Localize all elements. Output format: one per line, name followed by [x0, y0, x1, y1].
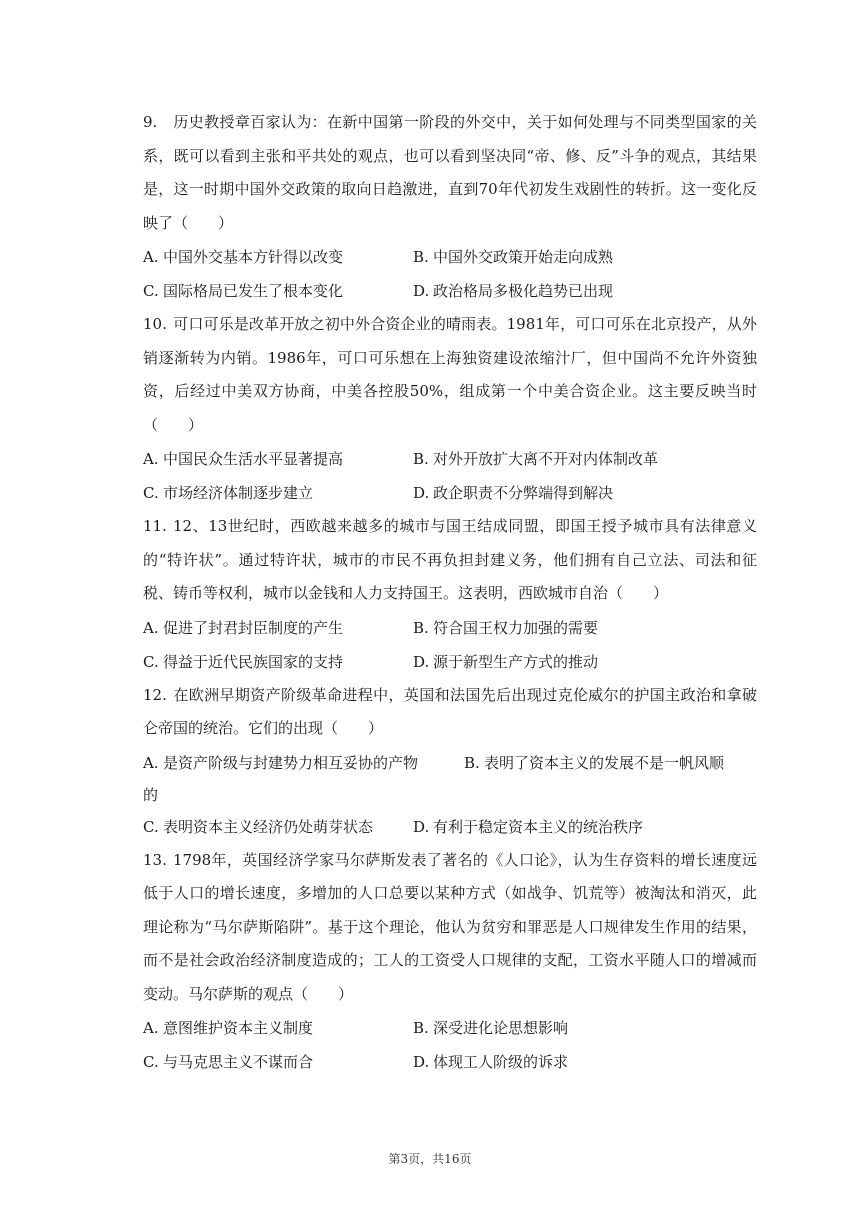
option-text: 体现工人阶级的诉求: [433, 1053, 569, 1071]
question-number: 9.: [143, 113, 158, 131]
question-text: 1798年，英国经济学家马尔萨斯发表了著名的《人口论》，认为生存资料的增长速度远低于人口的增长速度，多增加的人口总要以某种方式（如战争、饥荒等）被淘汰和消灭，此理论称为“马尔萨斯陷阱”。基于这个理论，他认为贫穷和罪恶是人口规律发生作用的结果，而不是社会政治经济制度造成的；工人的工资受人口规律的支配，工资水平随人口的增减而变动。马尔萨斯的观点（ ）: [143, 850, 757, 1003]
option-d[interactable]: [413, 1045, 683, 1079]
option-d[interactable]: [413, 810, 683, 844]
question-stem: [143, 679, 757, 746]
option-c[interactable]: [143, 645, 413, 679]
option-letter: B.: [464, 753, 480, 772]
option-b[interactable]: [413, 1011, 683, 1045]
option-letter: C.: [143, 282, 159, 300]
option-text: 有利于稳定资本主义的统治秩序: [433, 817, 644, 836]
option-text: 对外开放扩大离不开对内体制改革: [433, 450, 659, 468]
question-number: 11.: [143, 517, 167, 535]
option-c[interactable]: [143, 476, 413, 510]
question-text: 历史教授章百家认为：在新中国第一阶段的外交中，关于如何处理与不同类型国家的关系，既可以看到主张和平共处的观点，也可以看到坚决同“帝、修、反”斗争的观点，其结果是，这一时期中国外交政策的取向日趋激进，直到70年代初发生戏剧性的转折。这一变化反映了（ ）: [143, 113, 757, 232]
option-letter: A.: [143, 1019, 159, 1037]
question-number: 12.: [143, 685, 167, 704]
question-list: [143, 106, 757, 1079]
option-a[interactable]: [143, 442, 413, 476]
option-letter: A.: [143, 450, 159, 468]
option-a[interactable]: [143, 754, 418, 772]
option-text: 得益于近代民族国家的支持: [163, 652, 344, 671]
option-letter: C.: [143, 1053, 159, 1071]
option-row: [143, 611, 757, 645]
option-letter: A.: [143, 753, 159, 772]
question-stem: [143, 510, 757, 611]
option-text: 意图维护资本主义制度: [163, 1019, 314, 1037]
option-a[interactable]: [143, 1011, 413, 1045]
option-row: [143, 645, 757, 679]
option-text: 深受进化论思想影响: [433, 1019, 569, 1037]
question-number: 10.: [143, 315, 167, 333]
option-letter: B.: [413, 450, 429, 468]
option-text: 政企职责不分弊端得到解决: [433, 484, 614, 502]
option-text: 源于新型生产方式的推动: [433, 652, 599, 671]
option-b-continuation: 的: [143, 785, 159, 804]
option-d[interactable]: [413, 645, 683, 679]
option-letter: D.: [413, 282, 430, 300]
question-12: [143, 679, 757, 844]
option-letter: B.: [413, 1019, 429, 1037]
option-letter: A.: [143, 248, 159, 266]
option-text: 与马克思主义不谋而合: [163, 1053, 314, 1071]
option-letter: D.: [413, 1053, 430, 1071]
option-letter: D.: [413, 484, 430, 502]
question-stem: [143, 106, 757, 240]
page-footer: 第3页，共16页: [388, 1152, 472, 1166]
option-text: 中国外交政策开始走向成熟: [433, 248, 614, 266]
option-letter: A.: [143, 618, 159, 637]
question-text: 12、13世纪时，西欧越来越多的城市与国王结成同盟，即国王授予城市具有法律意义的“特许状”。通过特许状，城市的市民不再负担封建义务，他们拥有自己立法、司法和征税、铸币等权利，城市以金钱和人力支持国王。这表明，西欧城市自治（ ）: [143, 517, 757, 602]
option-row: [143, 274, 757, 308]
option-b[interactable]: [464, 754, 724, 772]
question-9: [143, 106, 757, 308]
option-c[interactable]: [143, 1045, 413, 1079]
option-row: [143, 240, 757, 274]
option-text: 政治格局多极化趋势已出现: [433, 282, 614, 300]
option-row: [143, 476, 757, 510]
option-b[interactable]: [413, 611, 683, 645]
question-11: [143, 510, 757, 679]
option-text: 中国外交基本方针得以改变: [163, 248, 344, 266]
option-row: [143, 810, 757, 844]
option-letter: D.: [413, 652, 430, 671]
option-c[interactable]: [143, 274, 413, 308]
option-text: 市场经济体制逐步建立: [163, 484, 314, 502]
option-text: 表明了资本主义的发展不是一帆风顺: [484, 753, 725, 772]
option-letter: D.: [413, 817, 430, 836]
option-text: 国际格局已发生了根本变化: [163, 282, 344, 300]
option-text: 促进了封君封臣制度的产生: [163, 618, 344, 637]
option-row: [143, 1045, 757, 1079]
option-text: 是资产阶级与封建势力相互妥协的产物: [163, 753, 419, 772]
option-text: 中国民众生活水平显著提高: [163, 450, 344, 468]
option-a[interactable]: [143, 240, 413, 274]
option-row: [143, 442, 757, 476]
option-letter: B.: [413, 248, 429, 266]
option-letter: C.: [143, 817, 159, 836]
option-a[interactable]: [143, 611, 413, 645]
option-d[interactable]: [413, 274, 683, 308]
option-letter: B.: [413, 618, 429, 637]
option-d[interactable]: [413, 476, 683, 510]
option-text: 符合国王权力加强的需要: [433, 618, 599, 637]
question-10: [143, 308, 757, 510]
question-13: [143, 844, 757, 1080]
option-row: [143, 1011, 757, 1045]
option-letter: C.: [143, 484, 159, 502]
option-b[interactable]: [413, 442, 683, 476]
question-stem: [143, 844, 757, 1012]
question-stem: [143, 308, 757, 442]
question-text: 在欧洲早期资产阶级革命进程中，英国和法国先后出现过克伦威尔的护国主政治和拿破仑帝国的统治。它们的出现（ ）: [143, 685, 757, 737]
option-text: 表明资本主义经济仍处萌芽状态: [163, 817, 374, 836]
option-b[interactable]: [413, 240, 683, 274]
question-number: 13.: [143, 850, 167, 869]
option-row: [143, 746, 757, 780]
option-c[interactable]: [143, 810, 413, 844]
question-text: 可口可乐是改革开放之初中外合资企业的晴雨表。1981年，可口可乐在北京投产，从外销逐渐转为内销。1986年，可口可乐想在上海独资建设浓缩汁厂，但中国尚不允许外资独资，后经过中美双方协商，中美各控股50%，组成第一个中美合资企业。这主要反映当时（ ）: [143, 315, 757, 434]
option-letter: C.: [143, 652, 159, 671]
